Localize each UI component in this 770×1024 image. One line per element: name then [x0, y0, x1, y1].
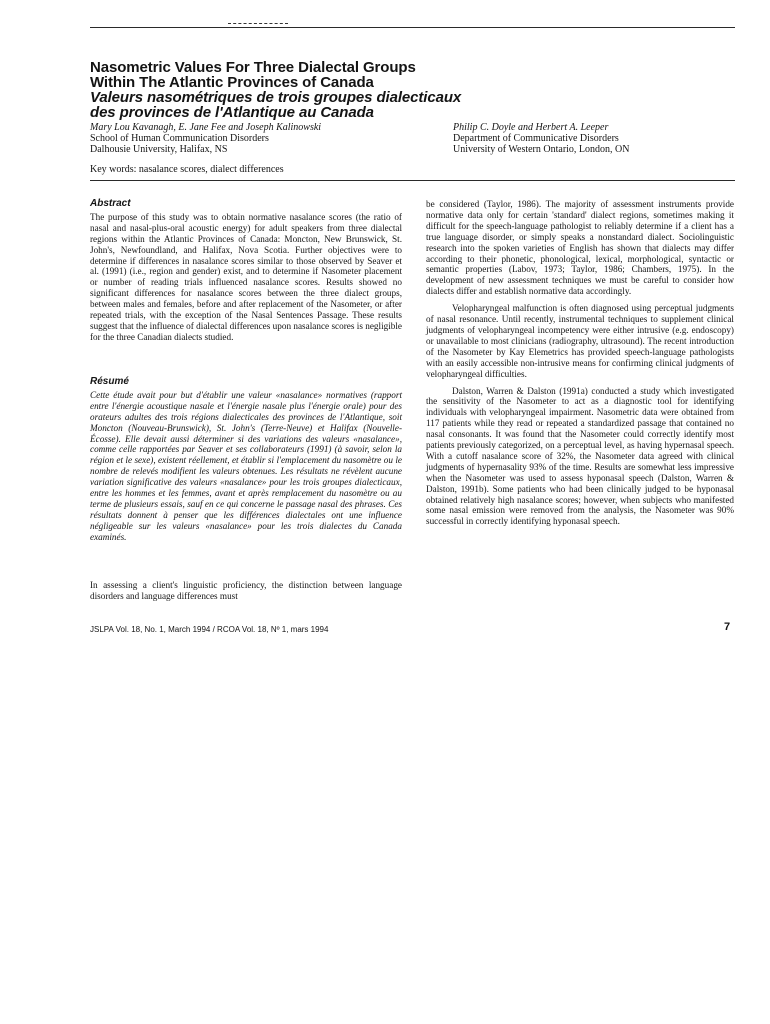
section-rule: [90, 180, 735, 181]
left-column: [90, 199, 402, 343]
right-paragraph-3: Dalston, Warren & Dalston (1991a) conducted a study which investigated the sensitivity of the Nasometer to act as a diagnostic tool for identifying individuals with velopharyngeal impairment. Nasometric data were obtained from 117 patients while they read or repeated a standardized passage that contained no nasal consonants. It was found that the Nasometer could correctly identify most patients previously categorized, on a perceptual level, as having hypernasal speech. With a cutoff nasalance score of 32%, the Nasometer data agreed with clinical judgments of hypernasality 93% of the time. Results are somewhat less impressive when the Nasometer was used to assess hyponasal speech (Dalston, Warren & Dalston, 1991b). Some patients who had been clinically judged to be hyponasal obtained relatively high nasalance scores; however, when subjects who manifested some nasal emission were removed from the analysis, the Nasometer was 90% successful in correctly identifying hyponasal speech.: [426, 385, 734, 527]
right-column: [426, 199, 734, 527]
intro-block: [90, 580, 402, 602]
affiliation-right-1: Department of Communicative Disorders: [453, 133, 619, 144]
top-rule-dash: [228, 23, 288, 24]
affiliation-right-2: University of Western Ontario, London, ON: [453, 144, 630, 155]
title-fr-line1: Valeurs nasométriques de trois groupes dialecticaux: [90, 89, 462, 106]
authors-left: [90, 122, 321, 155]
abstract-heading: Abstract: [90, 198, 131, 209]
journal-footer: JSLPA Vol. 18, No. 1, March 1994 / RCOA Vol. 18, Nº 1, mars 1994: [90, 625, 329, 634]
author-names-left: Mary Lou Kavanagh, E. Jane Fee and Joseph Kalinowski: [90, 122, 322, 133]
authors-right: [453, 122, 629, 155]
affiliation-left-2: Dalhousie University, Halifax, NS: [90, 144, 228, 155]
resume-heading: Résumé: [90, 376, 129, 387]
intro-text: In assessing a client's linguistic proficiency, the distinction between language disorders and language differences must: [90, 580, 402, 601]
top-rule: [90, 27, 735, 28]
right-paragraph-1: be considered (Taylor, 1986). The majority of assessment instruments provide normative data only for certain 'standard' dialect regions, sometimes making it difficult for the speech-language pathologist to reliably determine if a client has a true language disorder, or simply speaks a nonstandard dialect. Sociolinguistic research into the spoken varieties of English has shown that dialects may differ according to their phonetic, phonological, lexical, morphological, syntactic or semantic properties (Labov, 1973; Taylor, 1986; Chambers, 1975). In the development of new assessment techniques we must be careful to consider how dialects differ and establish normative data accordingly.: [426, 199, 734, 297]
author-names-right: Philip C. Doyle and Herbert A. Leeper: [453, 122, 609, 133]
right-paragraph-2: Velopharyngeal malfunction is often diagnosed using perceptual judgments of nasal resonance. Until recently, instrumental techniques to supplement clinical judgments of velopharyngeal incompetency were either intrusive (e.g. endoscopy) or unavailable to most clinicians (radiography, ultrasound). The recent introduction of the Nasometer by Kay Elemetrics has provided speech-language pathologists with an easily accessible non-intrusive means for confirming clinical judgments of velopharyngeal difficulties.: [426, 303, 734, 379]
title-fr-line2: des provinces de l'Atlantique au Canada: [90, 104, 374, 121]
abstract-text: The purpose of this study was to obtain normative nasalance scores (the ratio of nasal and nasal-plus-oral acoustic energy) for adult speakers from three dialectal regions within the Atlantic Provinces of Canada: Moncton, New Brunswick, St. John's, Newfoundland, and Halifax, Nova Scotia. Further objectives were to determine if differences in nasalance scores similar to those observed by Seaver et al. (1991) (i.e., region and gender) exist, and to determine if Nasometer placement or number of reading trials influenced nasalance scores. Results showed no significant differences for nasalance scores between the three dialect groups, between males and females, before and after replacement of the Nasometer, or after repeated trials, with the exception of the Nasal Sentences Passage. These results suggest that the influence of dialectal differences upon nasalance scores is negligible for the three Canadian dialects studied.: [90, 211, 402, 342]
page-number: 7: [724, 621, 731, 633]
title-en-line2: Within The Atlantic Provinces of Canada: [90, 74, 374, 91]
resume-text: Cette étude avait pour but d'établir une valeur «nasalance» normatives (rapport entre l'énergie acoustique nasale et l'énergie nasale plus l'énergie orale) pour des orateurs adultes des trois régions dialecticales des provinces de l'Atlantique, soit Moncton (Nouveau-Brunswick), St. John's (Terre-Neuve) et Halifax (Nouvelle-Écosse). Elle devait aussi déterminer si des variations des valeurs «nasalance», comme celle rapportées par Seaver et ses collaborateurs (1991) (à savoir, selon la région et le sexe), existent réellement, et établir si l'emplacement du nasomètre ou le nombre de relevés modifient les valeurs obtenues. Les résultats ne révèlent aucune variation significative des valeurs «nasalance» pour les trois groupes dialecticaux, entre les hommes et les femmes, avant et après remplacement du nasomètre ou au terme de plusieurs essais, sauf en ce qui concerne le passage nasal des phrases. Ces résultats donnent à penser que les différences dialectales ont une influence négligeable sur les valeurs «nasalance» pour les trois dialectes du Canada examinés.: [90, 389, 402, 542]
affiliation-left-1: School of Human Communication Disorders: [90, 133, 269, 144]
title-block: [90, 60, 730, 120]
resume-block: [90, 377, 402, 543]
keywords: Key words: nasalance scores, dialect differences: [90, 164, 284, 175]
title-en-line1: Nasometric Values For Three Dialectal Groups: [90, 59, 416, 76]
